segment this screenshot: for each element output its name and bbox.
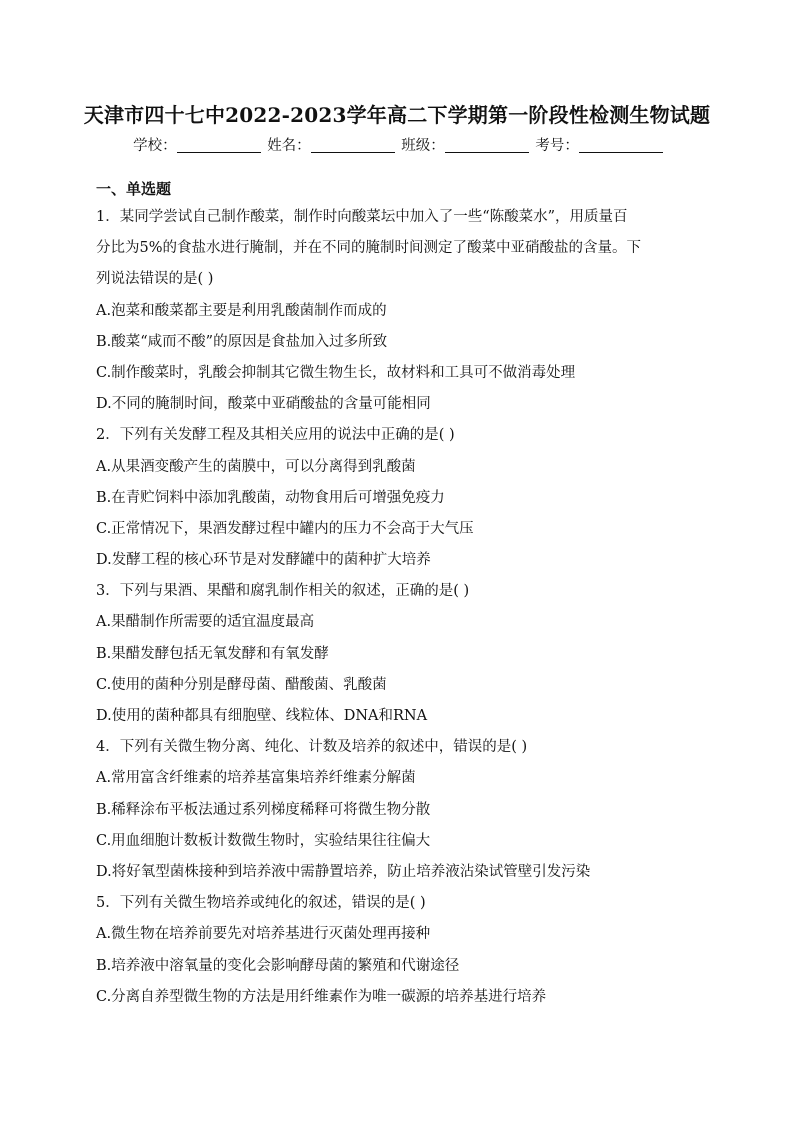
option-line: C.正常情况下，果酒发酵过程中罐内的压力不会高于大气压: [96, 520, 474, 537]
option-line: D.发酵工程的核心环节是对发酵罐中的菌种扩大培养: [96, 552, 431, 569]
school-label: 学校：: [133, 138, 177, 154]
text-line: 分比为5%的食盐水进行腌制，并在不同的腌制时间测定了酸菜中亚硝酸盐的含量。下: [96, 240, 641, 257]
option-line: B.培养液中溶氧量的变化会影响酵母菌的繁殖和代谢途径: [96, 957, 460, 974]
option-line: D.不同的腌制时间，酸菜中亚硝酸盐的含量可能相同: [96, 396, 431, 413]
student-info-row: [0, 136, 794, 156]
option-line: C.分离自养型微生物的方法是用纤维素作为唯一碳源的培养基进行培养: [96, 988, 547, 1005]
question-line: 3．下列与果酒、果醋和腐乳制作相关的叙述，正确的是( ): [96, 583, 470, 600]
option-line: A.微生物在培养前要先对培养基进行灭菌处理再接种: [96, 926, 431, 943]
class-blank: [445, 138, 529, 153]
option-line: B.在青贮饲料中添加乳酸菌，动物食用后可增强免疫力: [96, 489, 445, 506]
option-line: A.常用富含纤维素的培养基富集培养纤维素分解菌: [96, 770, 416, 787]
option-line: C.制作酸菜时，乳酸会抑制其它微生物生长，故材料和工具可不做消毒处理: [96, 364, 576, 381]
school-blank: [177, 138, 261, 153]
class-label: 班级：: [401, 138, 445, 154]
question-line: 2．下列有关发酵工程及其相关应用的说法中正确的是( ): [96, 427, 455, 444]
option-line: A.从果酒变酸产生的菌膜中，可以分离得到乳酸菌: [96, 458, 416, 475]
option-line: A.泡菜和酸菜都主要是利用乳酸菌制作而成的: [96, 302, 387, 319]
text-line: 1．某同学尝试自己制作酸菜，制作时向酸菜坛中加入了一些“陈酸菜水”，用质量百: [96, 209, 628, 225]
text-line: 列说法错误的是( ): [96, 271, 214, 288]
exam-number-blank: [579, 138, 663, 153]
option-line: C.用血细胞计数板计数微生物时，实验结果往往偏大: [96, 832, 431, 849]
question-content: [96, 206, 706, 1017]
option-line: A.果醋制作所需要的适宜温度最高: [96, 614, 315, 631]
option-line: B.酸菜“咸而不酸”的原因是食盐加入过多所致: [96, 333, 388, 350]
option-line: D.将好氧型菌株接种到培养液中需静置培养，防止培养液沾染试管壁引发污染: [96, 863, 591, 880]
question-line: 4．下列有关微生物分离、纯化、计数及培养的叙述中，错误的是( ): [96, 739, 528, 756]
option-line: C.使用的菌种分别是酵母菌、醋酸菌、乳酸菌: [96, 676, 387, 693]
page-title: 天津市四十七中2022-2023学年高二下学期第一阶段性检测生物试题: [83, 103, 711, 127]
name-blank: [311, 138, 395, 153]
exam-number-label: 考号：: [535, 138, 579, 154]
option-line: B.果醋发酵包括无氧发酵和有氧发酵: [96, 645, 329, 662]
name-label: 姓名：: [267, 138, 311, 154]
option-line: D.使用的菌种都具有细胞壁、线粒体、DNA和RNA: [96, 708, 428, 724]
question-line: 5．下列有关微生物培养或纯化的叙述，错误的是( ): [96, 895, 426, 912]
section-heading: 一、单选题: [96, 180, 172, 198]
option-line: B.稀释涂布平板法通过系列梯度稀释可将微生物分散: [96, 801, 431, 818]
